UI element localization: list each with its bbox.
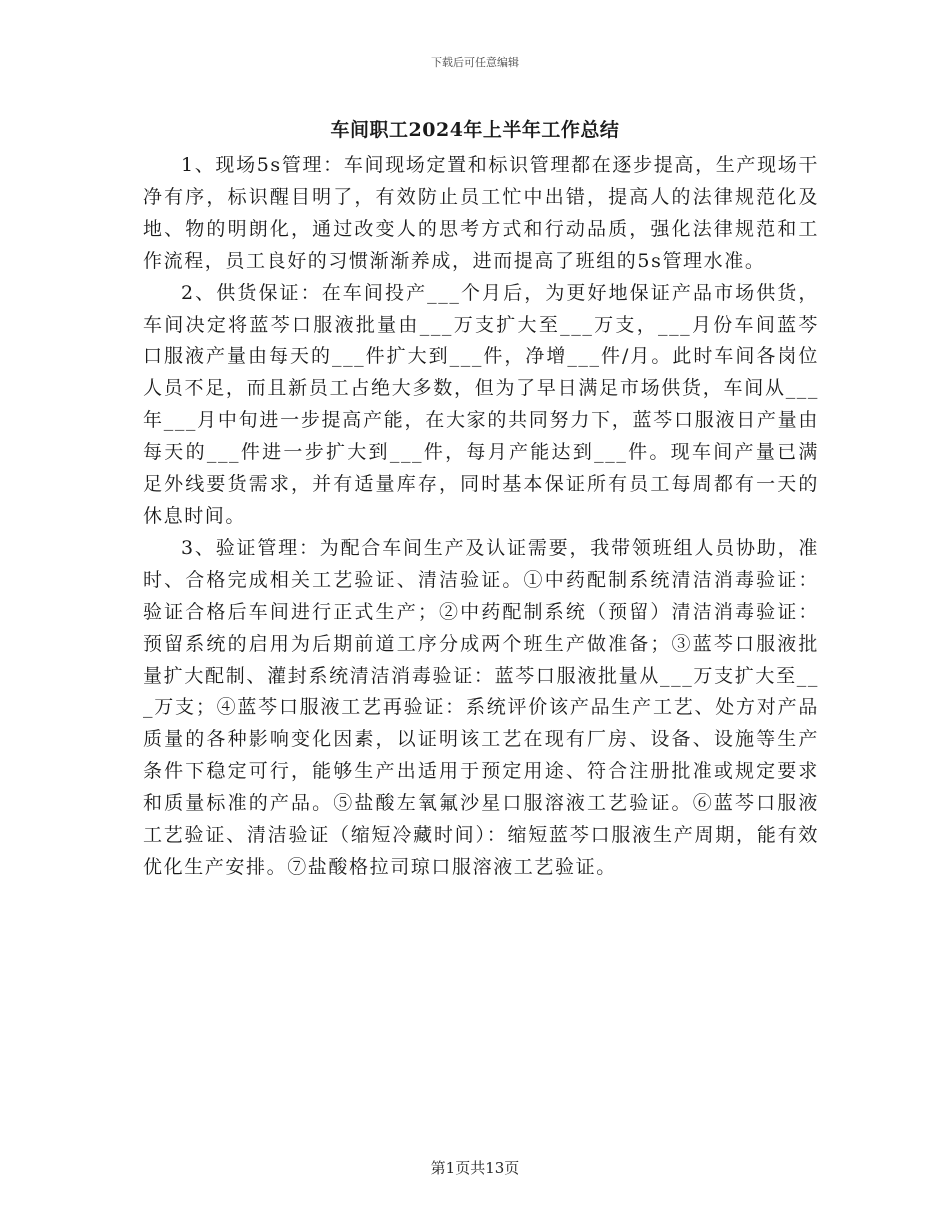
paragraph-5s-management: 1、现场5s管理：车间现场定置和标识管理都在逐步提高，生产现场干净有序，标识醒目明了，有效防止员工忙中出错，提高人的法律规范化及地、物的明朗化，通过改变人的思考方式和行动品质，强化法律规范和工作流程，员工良好的习惯渐渐养成，进而提高了班组的5s管理水准。 [143, 154, 819, 272]
paragraph-supply-guarantee: 2、供货保证：在车间投产___个月后，为更好地保证产品市场供货，车间决定将蓝芩口服液批量由___万支扩大至___万支，___月份车间蓝芩口服液产量由每天的___件扩大到___件，净增___件/月。此时车间各岗位人员不足，而且新员工占绝大多数，但为了早日满足市场供货，车间从___年___月中旬进一步提高产能，在大家的共同努力下，蓝芩口服液日产量由每天的___件进一步扩大到___件，每月产能达到___件。现车间产量已满足外线要货需求，并有适量库存，同时基本保证所有员工每周都有一天的休息时间。 [143, 281, 819, 527]
paragraph-validation-management: 3、验证管理：为配合车间生产及认证需要，我带领班组人员协助，准时、合格完成相关工艺验证、清洁验证。①中药配制系统清洁消毒验证：验证合格后车间进行正式生产；②中药配制系统（预留）清洁消毒验证：预留系统的启用为后期前道工序分成两个班生产做准备；③蓝芩口服液批量扩大配制、灌封系统清洁消毒验证：蓝芩口服液批量从___万支扩大至___万支；④蓝芩口服液工艺再验证：系统评价该产品生产工艺、处方对产品质量的各种影响变化因素，以证明该工艺在现有厂房、设备、设施等生产条件下稳定可行，能够生产出适用于预定用途、符合注册批准或规定要求和质量标准的产品。⑤盐酸左氧氟沙星口服溶液工艺验证。⑥蓝芩口服液工艺验证、清洁验证（缩短冷藏时间）：缩短蓝芩口服液生产周期，能有效优化生产安排。⑦盐酸格拉司琼口服溶液工艺验证。 [143, 536, 819, 878]
document-body [143, 150, 819, 884]
header-note: 下载后可任意编辑 [431, 56, 519, 69]
page-footer: 第1页共13页 [430, 1159, 520, 1177]
document-title: 车间职工2024年上半年工作总结 [330, 119, 620, 141]
